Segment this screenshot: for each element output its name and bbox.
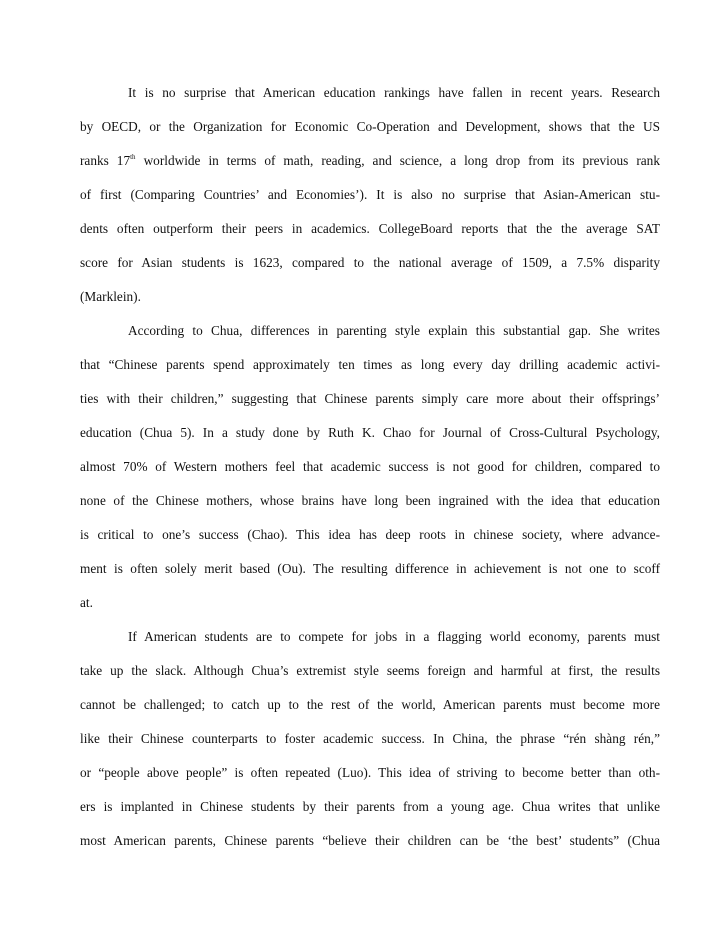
paragraph-1-line: (Marklein). [80, 289, 141, 304]
paragraph-2-line: that “Chinese parents spend approximately ten times as long every day drilling academic activi- [80, 357, 660, 372]
paragraph-3-line: If American students are to compete for jobs in a flagging world economy, parents must [128, 629, 660, 644]
line-text: ranks 17 [80, 153, 131, 168]
paragraph-3-line: cannot be challenged; to catch up to the rest of the world, American parents must become more [80, 697, 660, 712]
paragraph-2-line: almost 70% of Western mothers feel that academic success is not good for children, compared to [80, 459, 660, 474]
paragraph-1-line: by OECD, or the Organization for Economic Co-Operation and Development, shows that the US [80, 119, 660, 134]
paragraph-1-line: of first (Comparing Countries’ and Economies’). It is also no surprise that Asian-American stu- [80, 187, 660, 202]
paragraph-2-line: According to Chua, differences in parenting style explain this substantial gap. She writes [128, 323, 660, 338]
paragraph-2-line: at. [80, 595, 93, 610]
paragraph-1-line: It is no surprise that American education rankings have fallen in recent years. Research [128, 85, 660, 100]
paragraph-3-line: most American parents, Chinese parents “believe their children can be ‘the best’ students” (Chua [80, 833, 660, 848]
paragraph-2-line: none of the Chinese mothers, whose brains have long been ingrained with the idea that education [80, 493, 660, 508]
paragraph-3-line: or “people above people” is often repeated (Luo). This idea of striving to become better than oth- [80, 765, 660, 780]
ordinal-suffix: th [130, 153, 136, 161]
paragraph-1-line: score for Asian students is 1623, compared to the national average of 1509, a 7.5% disparity [80, 255, 660, 270]
paragraph-2-line: education (Chua 5). In a study done by Ruth K. Chao for Journal of Cross-Cultural Psychology, [80, 425, 660, 440]
paragraph-1-line: dents often outperform their peers in academics. CollegeBoard reports that the the average SAT [80, 221, 660, 236]
line-text: worldwide in terms of math, reading, and science, a long drop from its previous rank [135, 153, 660, 168]
paragraph-2-line: is critical to one’s success (Chao). This idea has deep roots in chinese society, where advance- [80, 527, 660, 542]
paragraph-2-line: ment is often solely merit based (Ou). The resulting difference in achievement is not one to scoff [80, 561, 660, 576]
paragraph-1-line [80, 148, 660, 182]
paragraph-2-line: ties with their children,” suggesting that Chinese parents simply care more about their offsprings’ [80, 391, 660, 406]
paragraph-3-line: take up the slack. Although Chua’s extremist style seems foreign and harmful at first, the results [80, 663, 660, 678]
paragraph-3-line: like their Chinese counterparts to foster academic success. In China, the phrase “rén shàng rén,” [80, 731, 660, 746]
essay-body [80, 80, 660, 862]
paragraph-3-line: ers is implanted in Chinese students by their parents from a young age. Chua writes that unlike [80, 799, 660, 814]
